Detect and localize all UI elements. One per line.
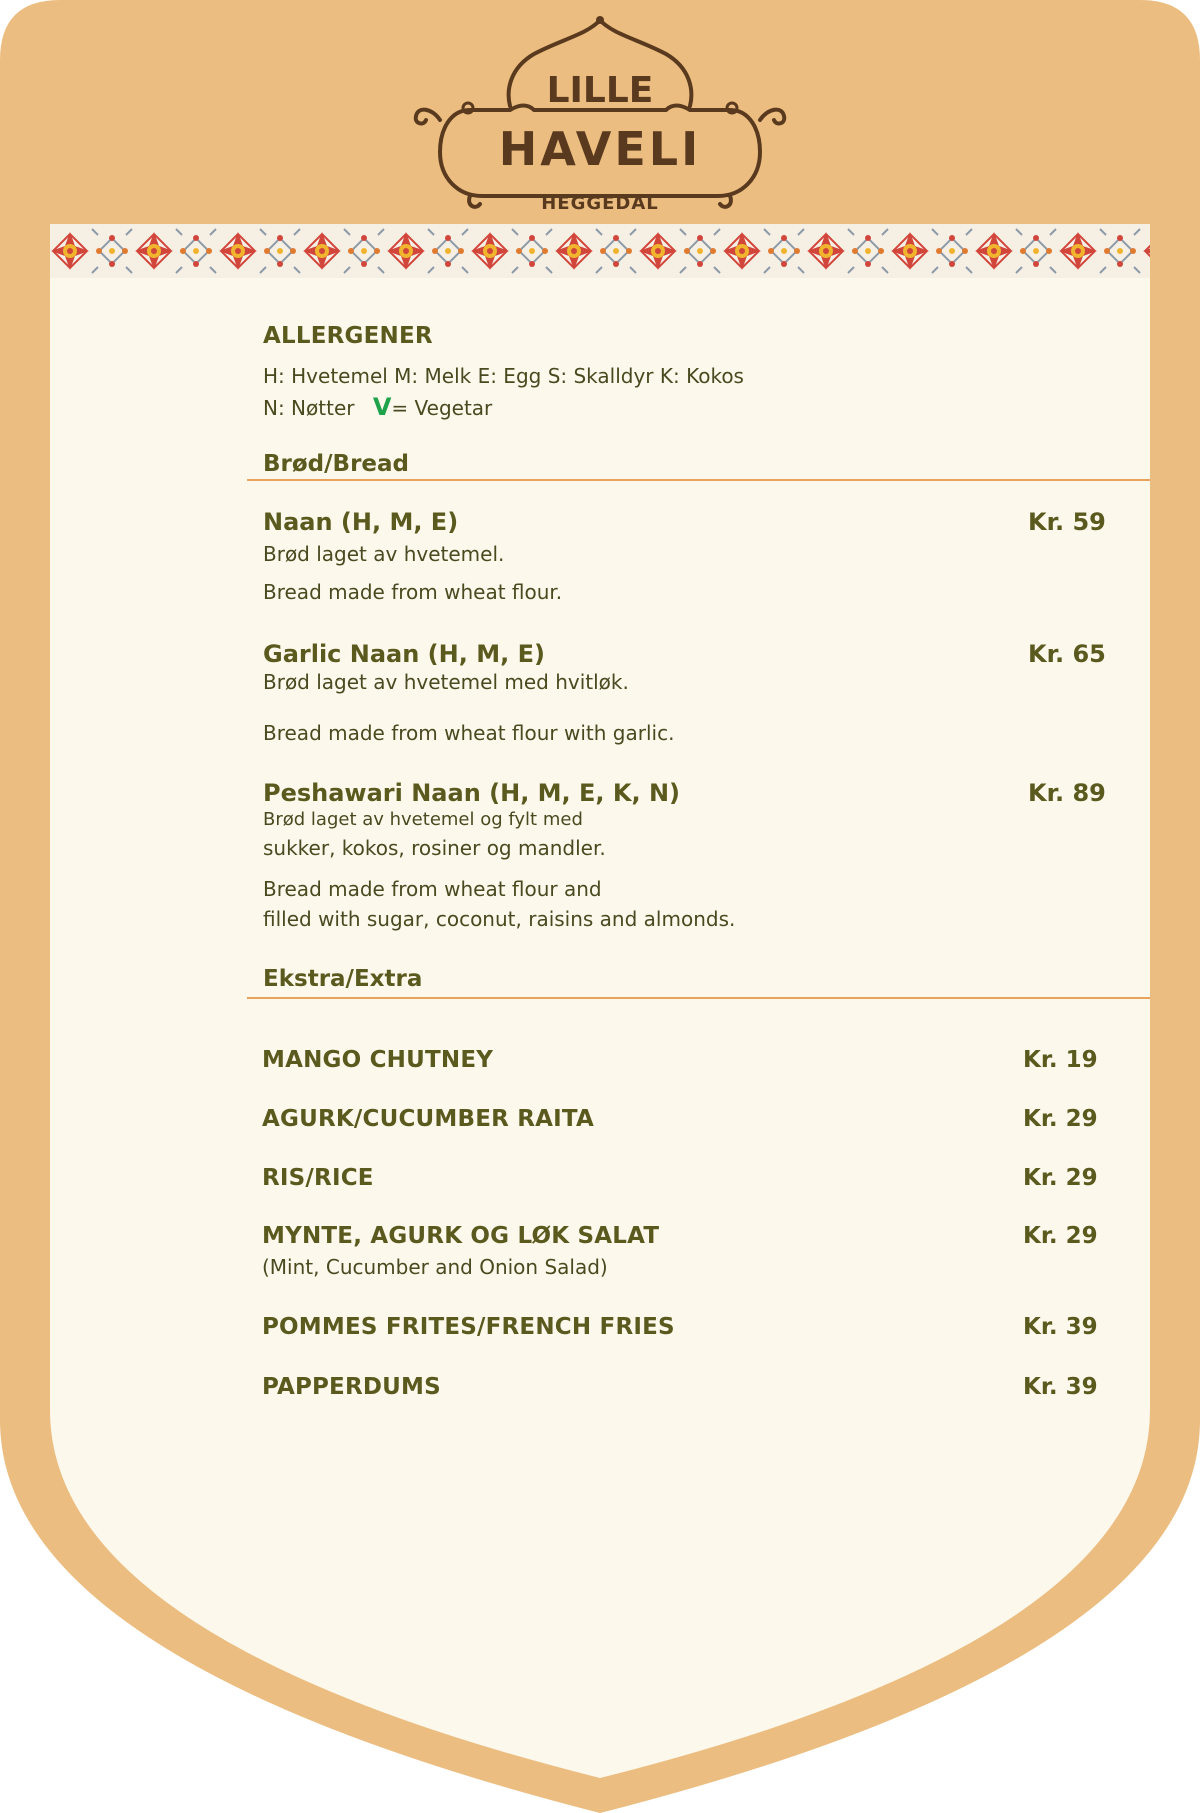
extra-name-rice: RIS/RICE <box>262 1165 374 1191</box>
item-price-naan: Kr. 59 <box>1028 508 1106 536</box>
item-desc-en-1-peshawari-naan: Bread made from wheat flour and <box>263 877 602 901</box>
extra-name-papperdums: PAPPERDUMS <box>262 1374 441 1400</box>
section-divider-extra <box>247 997 1150 999</box>
extra-name-salad: MYNTE, AGURK OG LØK SALAT <box>262 1223 660 1249</box>
item-name-garlic-naan: Garlic Naan (H, M, E) <box>263 640 545 668</box>
extra-price-salad: Kr. 29 <box>1023 1223 1098 1249</box>
item-price-garlic-naan: Kr. 65 <box>1028 640 1106 668</box>
extra-price-cucumber-raita: Kr. 29 <box>1023 1106 1098 1132</box>
logo-line3: HEGGEDAL <box>541 193 659 214</box>
vegetarian-icon: V <box>372 393 392 421</box>
extra-price-mango-chutney: Kr. 19 <box>1023 1047 1098 1073</box>
logo-line2: HAVELI <box>498 122 702 176</box>
section-title-extra: Ekstra/Extra <box>263 966 423 992</box>
allergen-nuts: N: Nøtter <box>263 396 355 420</box>
vegetarian-label: = Vegetar <box>391 396 493 420</box>
allergens-line-1: H: Hvetemel M: Melk E: Egg S: Skalldyr K: Kokos <box>263 364 744 388</box>
item-desc-en-garlic-naan: Bread made from wheat flour with garlic. <box>263 721 675 745</box>
logo-line1: LILLE <box>546 70 654 111</box>
item-desc-no-naan: Brød laget av hvetemel. <box>263 542 505 566</box>
item-desc-no-1-peshawari-naan: Brød laget av hvetemel og fylt med <box>263 809 583 830</box>
allergens-title: ALLERGENER <box>263 323 433 349</box>
extra-price-rice: Kr. 29 <box>1023 1165 1098 1191</box>
item-desc-no-garlic-naan: Brød laget av hvetemel med hvitløk. <box>263 670 629 694</box>
section-divider-bread <box>247 479 1150 481</box>
extra-name-french-fries: POMMES FRITES/FRENCH FRIES <box>262 1314 675 1340</box>
item-desc-en-naan: Bread made from wheat flour. <box>263 580 563 604</box>
item-name-naan: Naan (H, M, E) <box>263 508 459 536</box>
item-desc-no-2-peshawari-naan: sukker, kokos, rosiner og mandler. <box>263 836 606 860</box>
extra-name-mango-chutney: MANGO CHUTNEY <box>262 1047 494 1073</box>
allergens-line-2 <box>263 393 492 421</box>
extra-price-french-fries: Kr. 39 <box>1023 1314 1098 1340</box>
item-name-peshawari-naan: Peshawari Naan (H, M, E, K, N) <box>263 779 681 807</box>
item-price-peshawari-naan: Kr. 89 <box>1028 779 1106 807</box>
extra-name-cucumber-raita: AGURK/CUCUMBER RAITA <box>262 1106 595 1132</box>
extra-price-papperdums: Kr. 39 <box>1023 1374 1098 1400</box>
extra-sub-salad: (Mint, Cucumber and Onion Salad) <box>262 1255 608 1279</box>
item-desc-en-2-peshawari-naan: filled with sugar, coconut, raisins and almonds. <box>263 907 736 931</box>
section-title-bread: Brød/Bread <box>263 451 409 477</box>
